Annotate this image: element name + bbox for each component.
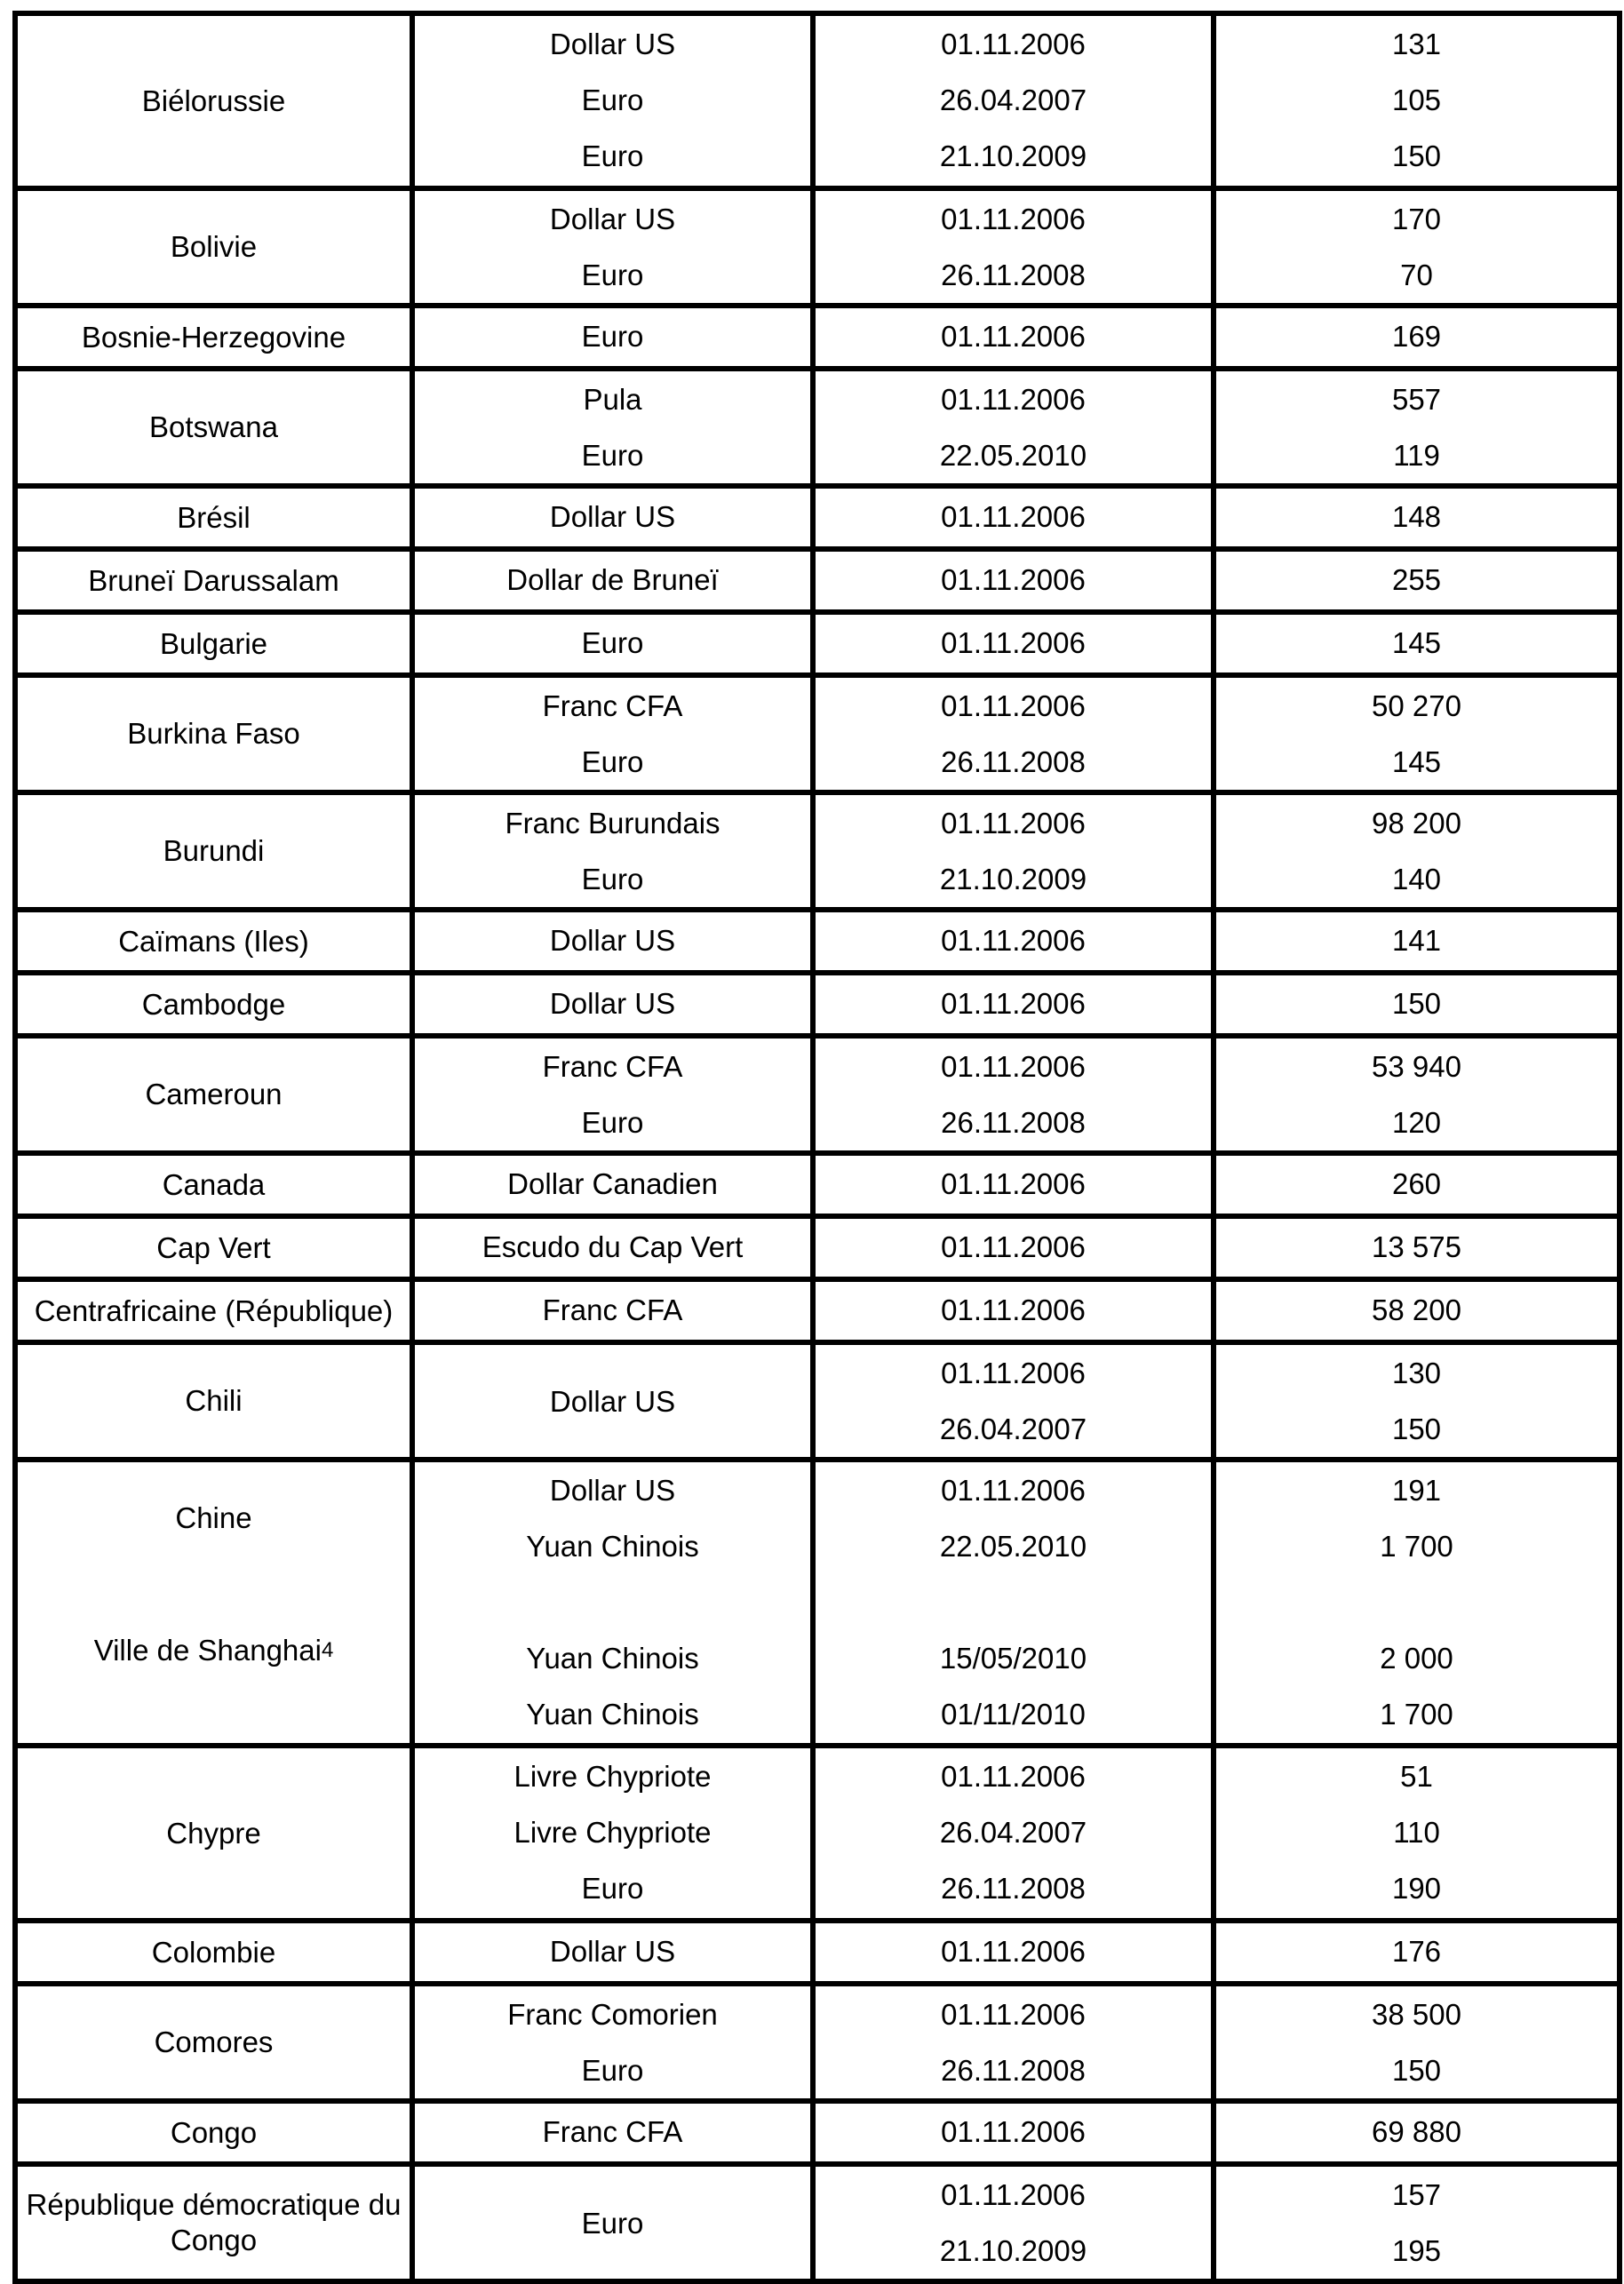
currency-cell bbox=[412, 1216, 813, 1279]
amount-value: 150 bbox=[1391, 139, 1442, 172]
date-cell bbox=[813, 486, 1214, 549]
amount-value: 145 bbox=[1391, 745, 1442, 778]
amount-cell bbox=[1214, 369, 1620, 486]
country-name: Bruneï Darussalam bbox=[88, 563, 339, 597]
amount-cell bbox=[1214, 612, 1620, 675]
amount-value: 557 bbox=[1391, 383, 1442, 416]
date-value: 26.11.2008 bbox=[941, 1106, 1086, 1139]
date-value: 01.11.2006 bbox=[941, 2178, 1086, 2211]
amount-value: 70 bbox=[1400, 259, 1433, 291]
amount-cell bbox=[1214, 549, 1620, 612]
date-cell bbox=[813, 1746, 1214, 1921]
amount-cell bbox=[1214, 2101, 1620, 2164]
country-cell bbox=[15, 973, 412, 1036]
table-row bbox=[15, 1036, 1620, 1153]
amount-value: 51 bbox=[1400, 1760, 1433, 1793]
amount-value: 110 bbox=[1393, 1816, 1440, 1849]
date-value: 01.11.2006 bbox=[941, 1935, 1086, 1968]
amount-value: 53 940 bbox=[1372, 1050, 1461, 1083]
country-cell bbox=[15, 188, 412, 306]
currency-cell bbox=[412, 1279, 813, 1342]
table-row bbox=[15, 1460, 1620, 1746]
country-cell bbox=[15, 1342, 412, 1460]
currency-value: Franc Burundais bbox=[505, 807, 720, 840]
country-cell bbox=[15, 910, 412, 973]
amount-value: 141 bbox=[1391, 924, 1442, 957]
amount-value: 50 270 bbox=[1372, 689, 1461, 722]
amount-value: 13 575 bbox=[1372, 1230, 1461, 1263]
date-cell bbox=[813, 2101, 1214, 2164]
date-value: 26.11.2008 bbox=[941, 745, 1086, 778]
date-value: 01.11.2006 bbox=[941, 1357, 1086, 1389]
date-cell bbox=[813, 13, 1214, 188]
table-row bbox=[15, 486, 1620, 549]
currency-value: Yuan Chinois bbox=[526, 1530, 699, 1563]
sub-country-name: Ville de Shanghai bbox=[93, 1634, 322, 1667]
date-cell bbox=[813, 792, 1214, 910]
amount-cell bbox=[1214, 486, 1620, 549]
currency-value: Franc CFA bbox=[542, 689, 683, 722]
date-cell bbox=[813, 306, 1214, 369]
table-row bbox=[15, 675, 1620, 792]
amount-cell bbox=[1214, 2164, 1620, 2281]
amount-cell bbox=[1214, 306, 1620, 369]
date-cell bbox=[813, 1216, 1214, 1279]
country-cell bbox=[15, 2164, 412, 2281]
date-value: 01.11.2006 bbox=[941, 1760, 1086, 1793]
amount-value: 58 200 bbox=[1372, 1293, 1461, 1326]
table-row bbox=[15, 188, 1620, 306]
currency-cell bbox=[412, 675, 813, 792]
country-cell bbox=[15, 549, 412, 612]
date-cell bbox=[813, 188, 1214, 306]
date-value: 15/05/2010 bbox=[939, 1642, 1087, 1675]
currency-value: Franc CFA bbox=[542, 1050, 683, 1083]
currency-cell bbox=[412, 792, 813, 910]
amount-value: 98 200 bbox=[1372, 807, 1461, 840]
country-name: Comores bbox=[154, 2025, 274, 2058]
date-value: 26.11.2008 bbox=[941, 259, 1086, 291]
country-cell bbox=[15, 1216, 412, 1279]
amount-value: 120 bbox=[1391, 1106, 1442, 1139]
country-name: Chypre bbox=[166, 1816, 261, 1850]
currency-value: Euro bbox=[581, 84, 644, 116]
country-name: Botswana bbox=[149, 410, 278, 443]
amount-cell bbox=[1214, 1036, 1620, 1153]
currency-cell bbox=[412, 1342, 813, 1460]
date-cell bbox=[813, 1342, 1214, 1460]
amount-value: 69 880 bbox=[1372, 2115, 1461, 2148]
amount-cell bbox=[1214, 1153, 1620, 1216]
date-cell bbox=[813, 910, 1214, 973]
currency-value: Euro bbox=[581, 2054, 644, 2087]
country-cell bbox=[15, 675, 412, 792]
date-value: 22.05.2010 bbox=[939, 1530, 1087, 1563]
table-row bbox=[15, 612, 1620, 675]
amount-value: 1 700 bbox=[1380, 1698, 1453, 1731]
date-value: 01.11.2006 bbox=[941, 28, 1086, 60]
currency-cell bbox=[412, 1036, 813, 1153]
currency-value: Dollar US bbox=[549, 28, 676, 60]
currency-value: Dollar US bbox=[549, 924, 676, 957]
amount-value: 145 bbox=[1391, 626, 1442, 659]
table-row bbox=[15, 1746, 1620, 1921]
blank-line bbox=[816, 1574, 1211, 1630]
currency-value: Euro bbox=[581, 320, 644, 353]
date-cell bbox=[813, 612, 1214, 675]
amount-value: 195 bbox=[1391, 2234, 1442, 2267]
amount-cell bbox=[1214, 1921, 1620, 1984]
amount-value: 119 bbox=[1393, 439, 1440, 472]
date-cell bbox=[813, 675, 1214, 792]
table-row bbox=[15, 2101, 1620, 2164]
currency-value: Franc CFA bbox=[542, 1293, 683, 1326]
country-name: Cap Vert bbox=[156, 1230, 271, 1264]
currency-cell bbox=[412, 2164, 813, 2281]
currency-cell bbox=[412, 1921, 813, 1984]
country-name: Colombie bbox=[151, 1935, 276, 1969]
date-value: 01.11.2006 bbox=[941, 626, 1086, 659]
date-value: 26.04.2007 bbox=[939, 84, 1087, 116]
country-name: Bolivie bbox=[170, 230, 258, 263]
country-cell bbox=[15, 369, 412, 486]
date-value: 01.11.2006 bbox=[941, 1050, 1086, 1083]
amount-value: 148 bbox=[1391, 500, 1442, 533]
currency-value: Euro bbox=[581, 2206, 644, 2240]
country-name: Brésil bbox=[177, 500, 251, 534]
table-row bbox=[15, 1342, 1620, 1460]
currency-cell bbox=[412, 2101, 813, 2164]
currency-cell bbox=[412, 188, 813, 306]
currency-value: Euro bbox=[581, 439, 644, 472]
amount-value: 157 bbox=[1391, 2178, 1442, 2211]
date-value: 01.11.2006 bbox=[941, 320, 1086, 353]
currency-cell bbox=[412, 486, 813, 549]
country-name: Canada bbox=[162, 1167, 266, 1201]
date-cell bbox=[813, 1153, 1214, 1216]
date-cell bbox=[813, 1460, 1214, 1746]
amount-cell bbox=[1214, 188, 1620, 306]
country-name: Biélorussie bbox=[141, 84, 286, 117]
rates-table bbox=[12, 11, 1622, 2284]
currency-value: Dollar US bbox=[549, 1384, 676, 1418]
amount-value: 130 bbox=[1391, 1357, 1442, 1389]
date-value: 21.10.2009 bbox=[939, 139, 1087, 172]
date-cell bbox=[813, 1279, 1214, 1342]
date-value: 26.11.2008 bbox=[941, 1872, 1086, 1905]
currency-cell bbox=[412, 1746, 813, 1921]
currency-cell bbox=[412, 369, 813, 486]
country-cell bbox=[15, 1036, 412, 1153]
date-value: 01.11.2006 bbox=[941, 987, 1086, 1020]
currency-value: Dollar US bbox=[549, 1474, 676, 1507]
country-name: Caïmans (Iles) bbox=[118, 924, 309, 958]
amount-value: 150 bbox=[1391, 2054, 1442, 2087]
amount-value: 191 bbox=[1391, 1474, 1442, 1507]
currency-cell bbox=[412, 549, 813, 612]
amount-value: 176 bbox=[1391, 1935, 1442, 1968]
table-row bbox=[15, 2164, 1620, 2281]
date-cell bbox=[813, 1036, 1214, 1153]
amount-value: 140 bbox=[1391, 863, 1442, 895]
amount-value: 255 bbox=[1391, 563, 1442, 596]
currency-cell bbox=[412, 306, 813, 369]
date-value: 01.11.2006 bbox=[941, 500, 1086, 533]
amount-cell bbox=[1214, 675, 1620, 792]
currency-cell bbox=[412, 13, 813, 188]
amount-cell bbox=[1214, 1216, 1620, 1279]
table-row bbox=[15, 306, 1620, 369]
country-cell bbox=[15, 1746, 412, 1921]
amount-value: 105 bbox=[1391, 84, 1442, 116]
date-value: 01.11.2006 bbox=[941, 203, 1086, 235]
currency-value: Euro bbox=[581, 863, 644, 895]
table-row bbox=[15, 1984, 1620, 2101]
country-cell bbox=[15, 13, 412, 188]
currency-cell bbox=[412, 1984, 813, 2101]
amount-value: 260 bbox=[1391, 1167, 1442, 1200]
country-name: Burundi bbox=[163, 834, 265, 867]
currency-cell bbox=[412, 973, 813, 1036]
currency-value: Dollar Canadien bbox=[507, 1167, 718, 1200]
currency-value: Escudo du Cap Vert bbox=[482, 1230, 744, 1263]
currency-value: Dollar US bbox=[549, 1935, 676, 1968]
amount-value: 190 bbox=[1391, 1872, 1442, 1905]
amount-cell bbox=[1214, 1342, 1620, 1460]
amount-cell bbox=[1214, 13, 1620, 188]
country-cell bbox=[15, 2101, 412, 2164]
date-cell bbox=[813, 369, 1214, 486]
amount-value: 150 bbox=[1391, 1413, 1442, 1445]
country-cell bbox=[15, 1984, 412, 2101]
blank-line bbox=[415, 1574, 810, 1630]
currency-value: Livre Chypriote bbox=[513, 1760, 712, 1793]
blank-line bbox=[1216, 1574, 1617, 1630]
amount-cell bbox=[1214, 1460, 1620, 1746]
country-name: Congo bbox=[170, 2115, 258, 2149]
currency-value: Livre Chypriote bbox=[513, 1816, 712, 1849]
amount-cell bbox=[1214, 1279, 1620, 1342]
currency-value: Franc Comorien bbox=[507, 1998, 718, 2031]
currency-cell bbox=[412, 612, 813, 675]
amount-value: 1 700 bbox=[1380, 1530, 1453, 1563]
amount-cell bbox=[1214, 973, 1620, 1036]
amount-value: 2 000 bbox=[1380, 1642, 1453, 1675]
table-row bbox=[15, 369, 1620, 486]
date-value: 01.11.2006 bbox=[941, 689, 1086, 722]
currency-value: Pula bbox=[583, 383, 642, 416]
amount-value: 170 bbox=[1391, 203, 1442, 235]
amount-cell bbox=[1214, 1984, 1620, 2101]
date-value: 01.11.2006 bbox=[941, 2115, 1086, 2148]
date-value: 26.04.2007 bbox=[939, 1816, 1087, 1849]
currency-cell bbox=[412, 910, 813, 973]
table-row bbox=[15, 910, 1620, 973]
currency-value: Euro bbox=[581, 1106, 644, 1139]
table-row bbox=[15, 1153, 1620, 1216]
currency-cell bbox=[412, 1153, 813, 1216]
country-name: Chili bbox=[185, 1384, 243, 1417]
country-cell bbox=[15, 486, 412, 549]
country-name: République démocratique du Congo bbox=[26, 2188, 402, 2256]
date-value: 01/11/2010 bbox=[941, 1698, 1086, 1731]
date-cell bbox=[813, 973, 1214, 1036]
date-value: 01.11.2006 bbox=[941, 1230, 1086, 1263]
date-value: 26.04.2007 bbox=[939, 1413, 1087, 1445]
currency-value: Euro bbox=[581, 626, 644, 659]
date-value: 01.11.2006 bbox=[941, 1167, 1086, 1200]
currency-value: Dollar US bbox=[549, 987, 676, 1020]
table-row bbox=[15, 13, 1620, 188]
amount-value: 131 bbox=[1391, 28, 1442, 60]
currency-value: Euro bbox=[581, 139, 644, 172]
country-name: Bulgarie bbox=[159, 626, 268, 660]
country-cell bbox=[15, 1279, 412, 1342]
currency-value: Dollar de Bruneï bbox=[506, 563, 719, 596]
currency-value: Dollar US bbox=[549, 500, 676, 533]
table-row bbox=[15, 549, 1620, 612]
country-name: Chine bbox=[175, 1501, 252, 1534]
currency-value: Dollar US bbox=[549, 203, 676, 235]
date-value: 01.11.2006 bbox=[941, 563, 1086, 596]
date-value: 01.11.2006 bbox=[941, 1474, 1086, 1507]
currency-cell bbox=[412, 1460, 813, 1746]
currency-value: Yuan Chinois bbox=[526, 1698, 699, 1731]
date-cell bbox=[813, 2164, 1214, 2281]
table-row bbox=[15, 973, 1620, 1036]
date-value: 01.11.2006 bbox=[941, 807, 1086, 840]
date-value: 01.11.2006 bbox=[941, 1293, 1086, 1326]
date-cell bbox=[813, 549, 1214, 612]
country-name: Cameroun bbox=[145, 1078, 283, 1110]
country-cell bbox=[15, 306, 412, 369]
currency-value: Euro bbox=[581, 1872, 644, 1905]
date-value: 26.11.2008 bbox=[941, 2054, 1086, 2087]
amount-cell bbox=[1214, 792, 1620, 910]
currency-value: Franc CFA bbox=[542, 2115, 683, 2148]
amount-value: 150 bbox=[1391, 987, 1442, 1020]
table-row bbox=[15, 1216, 1620, 1279]
table-row bbox=[15, 1921, 1620, 1984]
currency-value: Euro bbox=[581, 259, 644, 291]
country-cell: Chine Ville de Shanghai 4 bbox=[15, 1460, 412, 1746]
date-value: 01.11.2006 bbox=[941, 383, 1086, 416]
currency-value: Euro bbox=[581, 745, 644, 778]
table-row bbox=[15, 1279, 1620, 1342]
date-cell bbox=[813, 1921, 1214, 1984]
date-value: 21.10.2009 bbox=[939, 863, 1087, 895]
country-name: Centrafricaine (République) bbox=[34, 1293, 394, 1327]
date-cell bbox=[813, 1984, 1214, 2101]
amount-cell bbox=[1214, 910, 1620, 973]
country-cell bbox=[15, 612, 412, 675]
amount-cell bbox=[1214, 1746, 1620, 1921]
country-name: Bosnie-Herzegovine bbox=[81, 320, 346, 354]
country-cell bbox=[15, 1921, 412, 1984]
country-cell bbox=[15, 792, 412, 910]
rates-table-body bbox=[15, 13, 1620, 2281]
country-name: Cambodge bbox=[141, 987, 286, 1021]
amount-value: 38 500 bbox=[1372, 1998, 1461, 2031]
date-value: 01.11.2006 bbox=[941, 924, 1086, 957]
date-value: 22.05.2010 bbox=[939, 439, 1087, 472]
currency-value: Yuan Chinois bbox=[526, 1642, 699, 1675]
country-name: Burkina Faso bbox=[127, 717, 300, 750]
date-value: 21.10.2009 bbox=[939, 2234, 1087, 2267]
amount-value: 169 bbox=[1391, 320, 1442, 353]
date-value: 01.11.2006 bbox=[941, 1998, 1086, 2031]
table-row bbox=[15, 792, 1620, 910]
country-cell bbox=[15, 1153, 412, 1216]
